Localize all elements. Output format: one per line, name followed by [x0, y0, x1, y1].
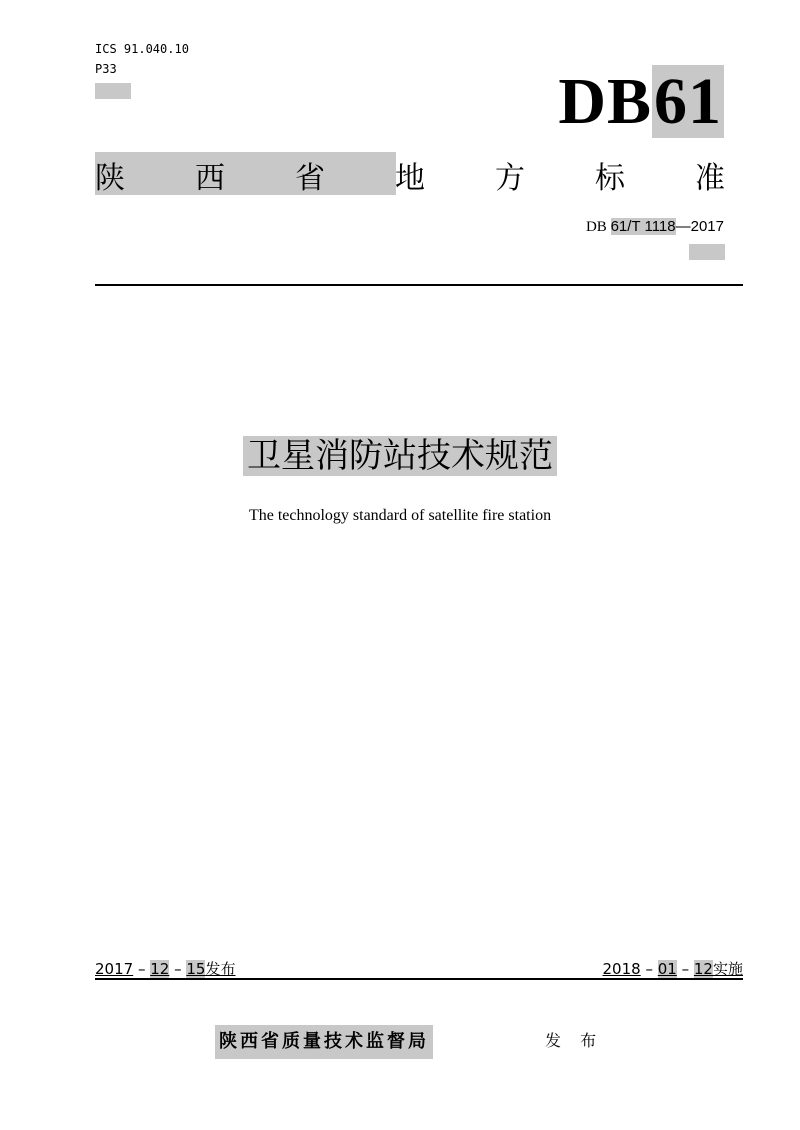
highlight-box	[95, 83, 131, 99]
ics-code: ICS 91.040.10	[95, 42, 189, 56]
effective-day: 12	[693, 960, 713, 978]
banner-char: 方	[495, 160, 525, 196]
effective-label: 实施	[712, 960, 743, 978]
document-title	[0, 430, 800, 482]
publish-year: 2017	[95, 960, 134, 978]
logo-number: 61	[654, 65, 722, 138]
issuing-authority: 陕西省质量技术监督局	[215, 1025, 433, 1059]
standard-type-banner	[95, 152, 725, 197]
title-cn: 卫星消防站技术规范	[243, 436, 557, 476]
highlight-box	[689, 244, 725, 260]
banner-char: 省	[295, 160, 325, 196]
banner-char: 标	[595, 160, 625, 196]
banner-char: 陕	[95, 160, 125, 196]
publish-label: 发布	[205, 960, 236, 978]
standard-code: 61/T 1118	[610, 218, 676, 235]
classification-code: P33	[95, 62, 117, 76]
standard-prefix: DB	[585, 219, 611, 235]
divider-top	[95, 284, 743, 286]
publish-month: 12	[150, 960, 170, 978]
effective-date: 2018 – 01 – 12实施	[602, 960, 743, 978]
issue-label: 发 布	[545, 1031, 604, 1050]
banner-char: 西	[195, 160, 225, 196]
title-en: The technology standard of satellite fire station	[248, 507, 552, 524]
effective-month: 01	[657, 960, 677, 978]
divider-bottom	[95, 978, 743, 980]
banner-char: 地	[395, 160, 425, 196]
publish-day: 15	[186, 960, 206, 978]
standard-year: —2017	[675, 218, 724, 235]
publish-date: 2017 – 12 – 15发布	[95, 960, 236, 978]
effective-year: 2018	[602, 960, 641, 978]
standard-number	[586, 216, 724, 238]
logo-prefix: DB	[558, 65, 652, 138]
banner-char: 准	[695, 160, 725, 196]
standard-logo	[558, 64, 724, 140]
